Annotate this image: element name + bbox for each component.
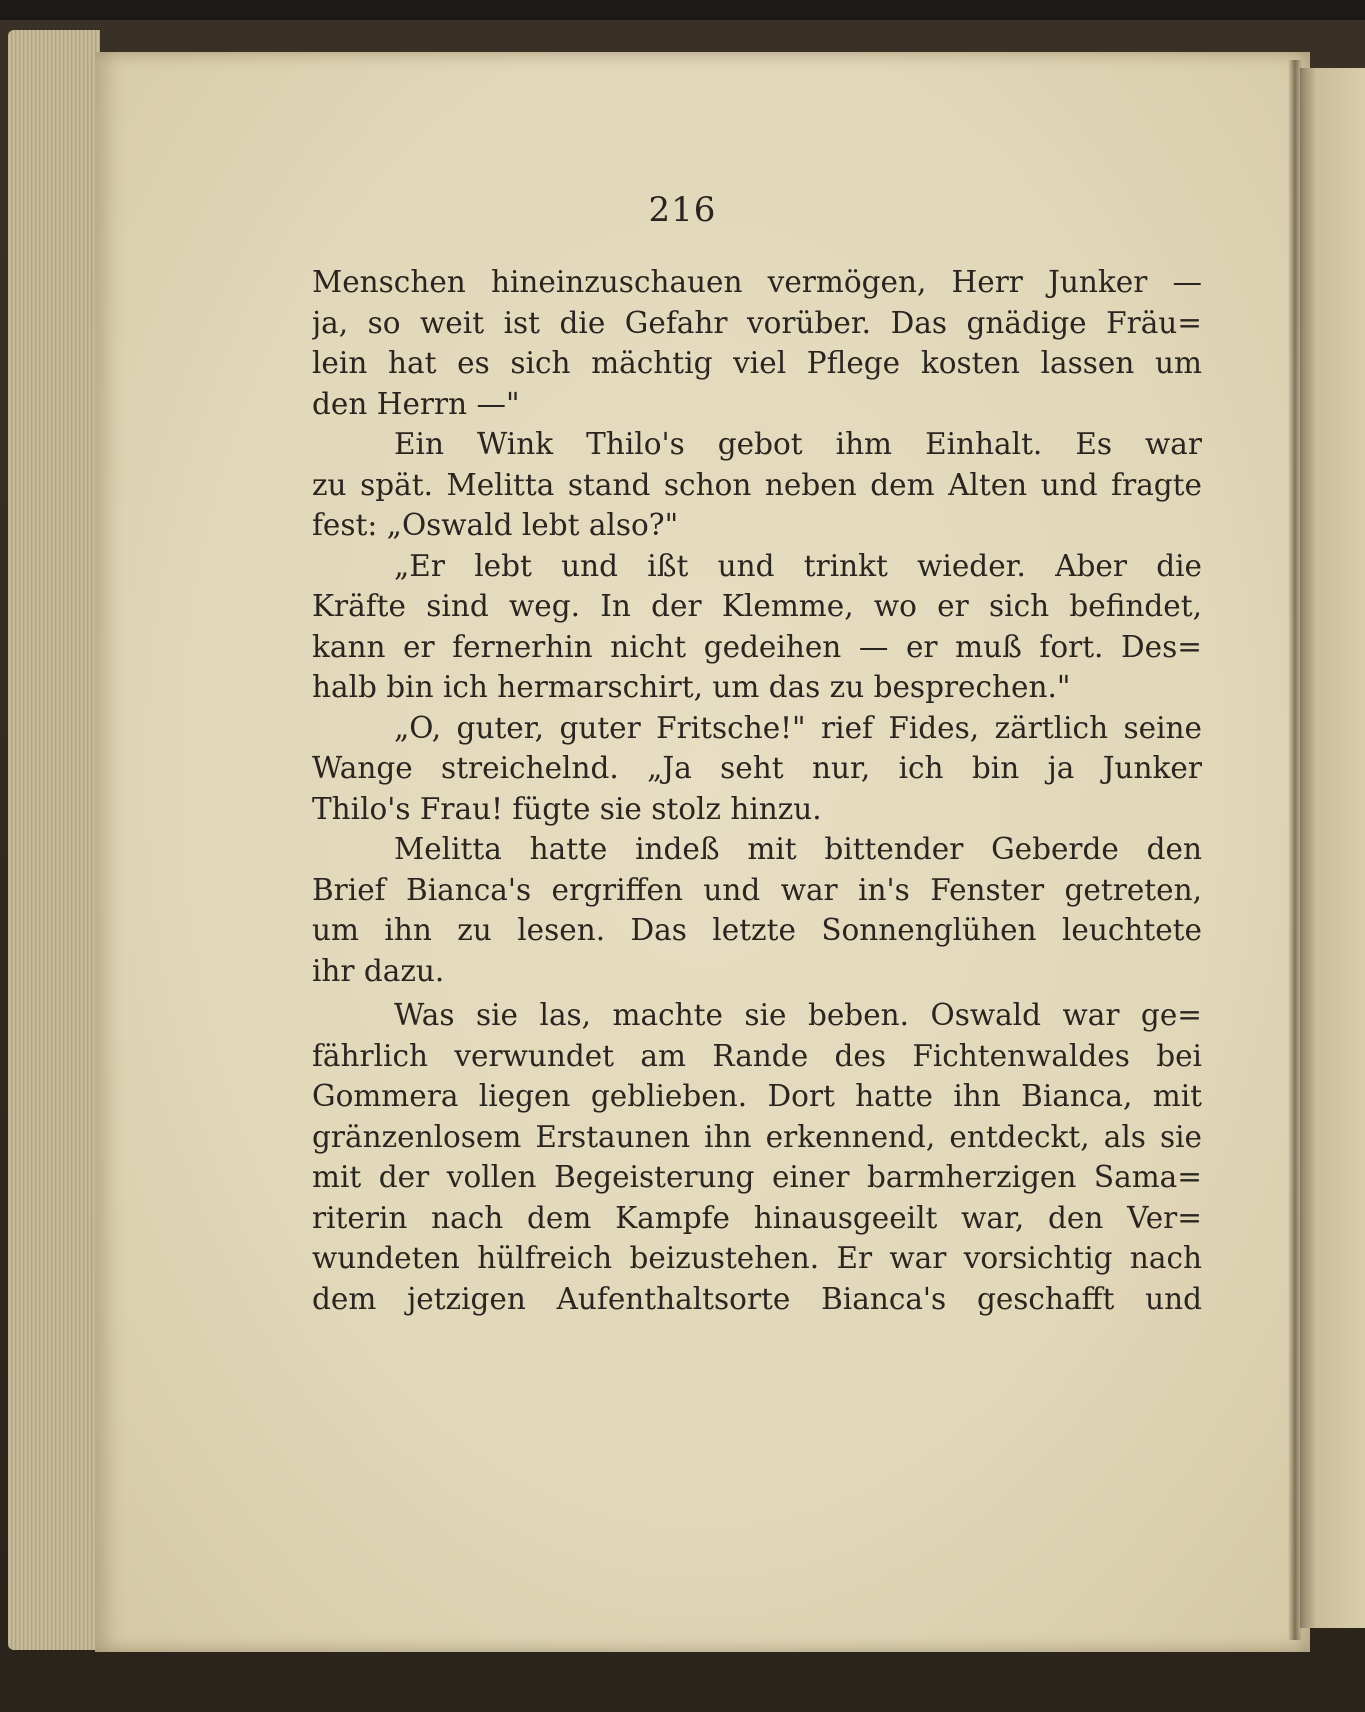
text-line: Melitta hatte indeß mit bittender Geberde den [394, 832, 1202, 866]
text-line: dem jetzigen Aufenthaltsorte Bianca's geschafft und [312, 1281, 1202, 1316]
text-line: „Er lebt und ißt und trinkt wieder. Aber die [394, 548, 1202, 583]
text-line: Thilo's Frau! fügte sie stolz hinzu. [312, 791, 822, 826]
text-line: Kräfte sind weg. In der Klemme, wo er sich befindet, [312, 589, 1202, 623]
text-line: mit der vollen Begeisterung einer barmherzigen Sama= [312, 1160, 1202, 1194]
page-number: 216 [648, 190, 717, 230]
text-line: riterin nach dem Kampfe hinausgeeilt war, den Ver= [312, 1200, 1202, 1235]
text-line: um ihn zu lesen. Das letzte Sonnenglühen leuchtete [312, 913, 1202, 947]
text-line: halb bin ich hermarschirt, um das zu besprechen." [312, 670, 1071, 704]
body-text [312, 262, 1202, 1319]
text-line: fährlich verwundet am Rande des Fichtenwaldes bei [312, 1038, 1202, 1073]
text-line: gränzenlosem Erstaunen ihn erkennend, entdeckt, als sie [312, 1119, 1202, 1154]
text-line: lein hat es sich mächtig viel Pflege kosten lassen um [312, 346, 1202, 380]
text-line: Brief Bianca's ergriffen und war in's Fenster getreten, [312, 872, 1202, 907]
text-line: zu spät. Melitta stand schon neben dem Alten und fragte [312, 467, 1202, 502]
text-line: Gommera liegen geblieben. Dort hatte ihn Bianca, mit [312, 1079, 1202, 1113]
text-line: Menschen hineinzuschauen vermögen, Herr Junker — [312, 265, 1202, 299]
text-line: Was sie las, machte sie beben. Oswald war ge= [394, 998, 1202, 1032]
text-line: „O, guter, guter Fritsche!" rief Fides, zärtlich seine [394, 710, 1202, 745]
facing-page-edge [1300, 68, 1365, 1628]
text-line: wundeten hülfreich beizustehen. Er war vorsichtig nach [312, 1241, 1202, 1275]
text-line: kann er fernerhin nicht gedeihen — er muß fort. Des= [312, 629, 1202, 664]
text-line: den Herrn —" [312, 386, 520, 421]
text-line: ja, so weit ist die Gefahr vorüber. Das gnädige Fräu= [312, 305, 1202, 340]
text-line: fest: „Oswald lebt also?" [312, 508, 679, 542]
text-line: ihr dazu. [312, 953, 445, 988]
text-line: Wange streichelnd. „Ja seht nur, ich bin ja Junker [312, 751, 1202, 785]
page-edges [8, 30, 100, 1650]
book-gutter [1288, 60, 1302, 1640]
text-line: Ein Wink Thilo's gebot ihm Einhalt. Es war [394, 427, 1202, 461]
